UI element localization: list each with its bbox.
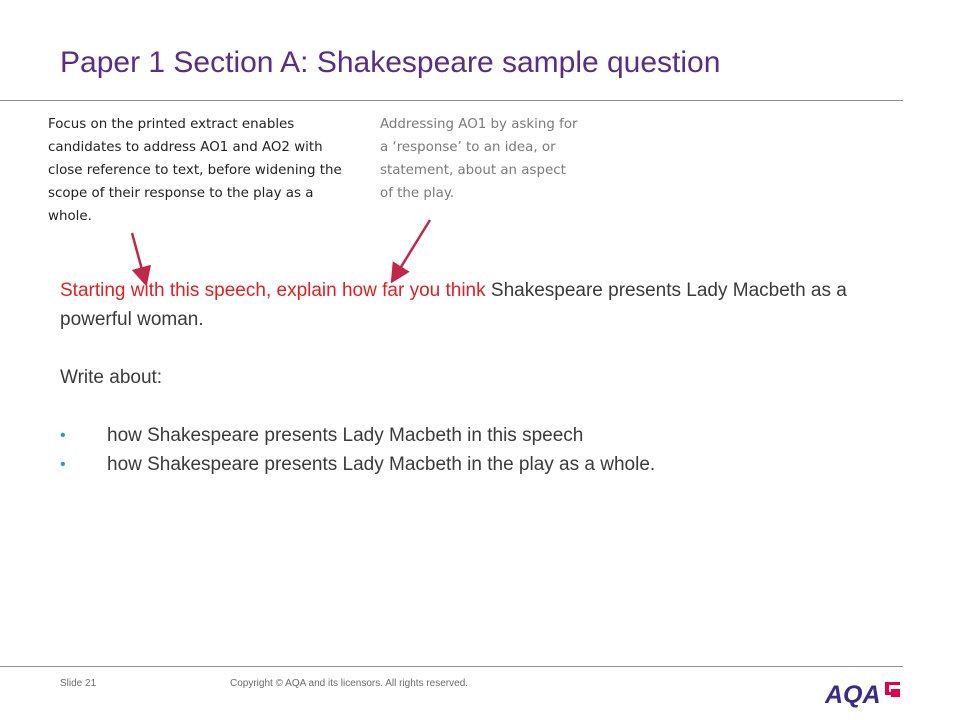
write-about-label: Write about: — [60, 367, 163, 388]
list-item — [60, 450, 655, 479]
question-text — [60, 276, 900, 334]
annotation-left: Focus on the printed extract enables candidates to address AO1 and AO2 with close reference to text, before widening the scope of their response to the play as a whole. — [48, 117, 342, 224]
slide-title: Paper 1 Section A: Shakespeare sample question — [60, 46, 721, 79]
logo-text: AQA — [825, 681, 881, 708]
bullet-list — [60, 421, 655, 479]
question-highlight: Starting with this speech, explain how far you think — [60, 280, 486, 301]
bullet-text: how Shakespeare presents Lady Macbeth in the play as a whole. — [107, 454, 656, 475]
arrow-icon — [132, 233, 144, 277]
list-item — [60, 421, 655, 450]
aqa-logo-icon — [825, 678, 905, 708]
annotation-right: Addressing AO1 by asking for a ‘response’ to an idea, or statement, about an aspect of the play. — [380, 117, 578, 201]
slide-number: Slide 21 — [60, 678, 97, 689]
logo-mark — [885, 682, 900, 697]
copyright-text: Copyright © AQA and its licensors. All rights reserved. — [230, 678, 469, 689]
arrow-icon — [396, 220, 430, 275]
question-rest: Shakespeare presents Lady Macbeth as a powerful woman. — [60, 280, 847, 330]
bullet-dot-icon: • — [60, 427, 66, 444]
bullet-dot-icon: • — [60, 456, 66, 473]
footer-divider — [0, 666, 903, 667]
bullet-text: how Shakespeare presents Lady Macbeth in this speech — [107, 425, 584, 446]
